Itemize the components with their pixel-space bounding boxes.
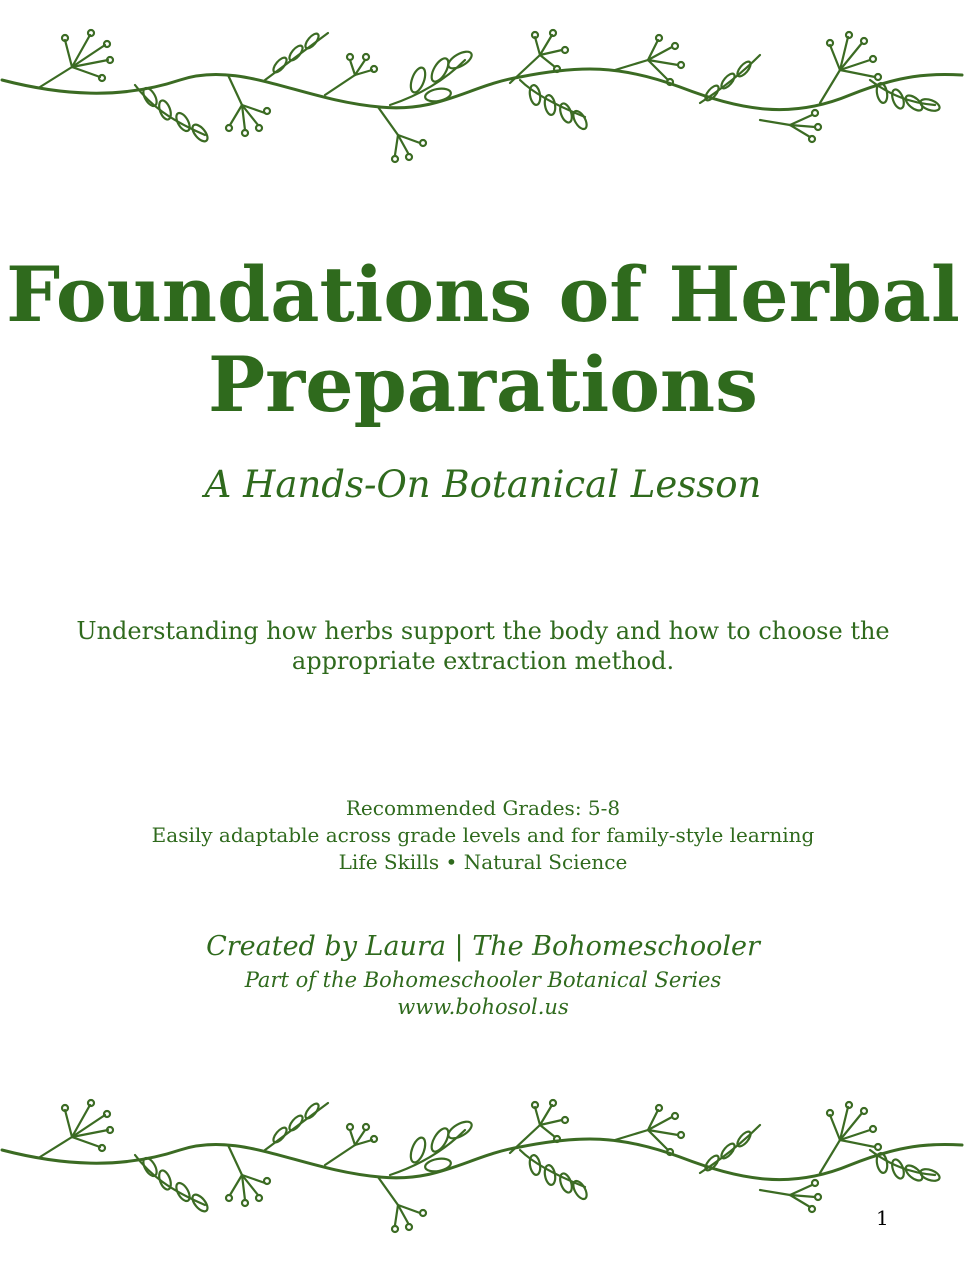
botanical-vine-border-top bbox=[0, 25, 966, 165]
vine-illustration bbox=[0, 1095, 966, 1235]
document-subtitle: A Hands-On Botanical Lesson bbox=[204, 463, 762, 506]
lesson-info bbox=[0, 795, 966, 876]
website-link[interactable]: www.bohosol.us bbox=[397, 995, 569, 1019]
recommended-grades: Recommended Grades: 5-8 bbox=[345, 796, 621, 820]
title-line-2: Preparations bbox=[208, 340, 758, 429]
title-line-1: Foundations of Herbal bbox=[6, 250, 960, 339]
series-credit: Part of the Bohomeschooler Botanical Series bbox=[244, 968, 722, 992]
botanical-vine-border-bottom bbox=[0, 1095, 966, 1235]
vine-illustration bbox=[0, 25, 966, 165]
page-number: 1 bbox=[876, 1206, 889, 1230]
author-credit: Created by Laura | The Bohomeschooler bbox=[206, 931, 760, 962]
subject-tags: Life Skills • Natural Science bbox=[338, 850, 628, 874]
credits-block bbox=[0, 928, 966, 1020]
lesson-description: Understanding how herbs support the body and how to choose the appropriate extraction method. bbox=[76, 617, 890, 675]
adaptability-note: Easily adaptable across grade levels and for family-style learning bbox=[151, 823, 815, 847]
document-title bbox=[0, 250, 966, 430]
